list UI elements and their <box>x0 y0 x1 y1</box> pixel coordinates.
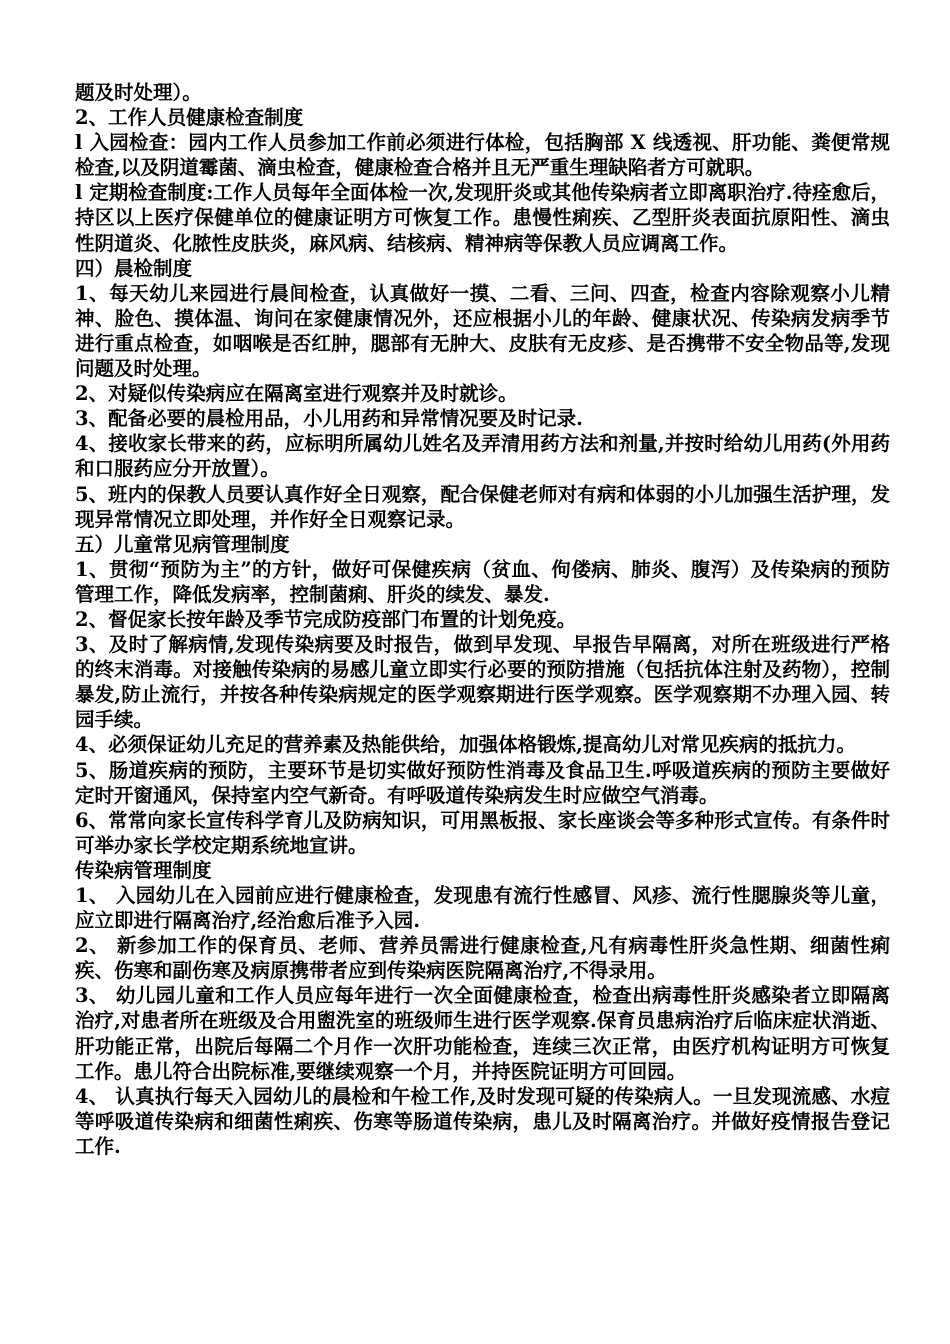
paragraph: 3、及时了解病情,发现传染病要及时报告，做到早发现、早报告早隔离，对所在班级进行严格的终末消毒。对接触传染病的易感儿童立即实行必要的预防措施（包括抗体注射及药物），控制暴发,防止流行，并按各种传染病规定的医学观察期进行医学观察。医学观察期不办理入园、转园手续。 <box>75 633 890 732</box>
paragraph: 3、配备必要的晨检用品，小儿用药和异常情况要及时记录. <box>75 407 583 431</box>
paragraph: 1、 入园幼儿在入园前应进行健康检查，发现患有流行性感冒、风疹、流行性腮腺炎等儿童，应立即进行隔离治疗,经治愈后准予入园. <box>75 884 890 933</box>
paragraph: 4、必须保证幼儿充足的营养素及热能供给，加强体格锻炼,提高幼儿对常见疾病的抵抗力。 <box>75 733 856 757</box>
paragraph: 4、 认真执行每天入园幼儿的晨检和午检工作,及时发现可疑的传染病人。一旦发现流感、水痘等呼吸道传染病和细菌性痢疾、伤寒等肠道传染病，患儿及时隔离治疗。并做好疫情报告登记工作. <box>75 1084 890 1158</box>
section-heading: 2、工作人员健康检查制度 <box>75 106 304 130</box>
paragraph: 6、常常向家长宣传科学育儿及防病知识，可用黑板报、家长座谈会等多种形式宣传。有条件时可举办家长学校定期系统地宣讲。 <box>75 808 890 857</box>
paragraph: 2、督促家长按年龄及季节完成防疫部门布置的计划免疫。 <box>75 607 577 631</box>
paragraph: 5、班内的保教人员要认真作好全日观察，配合保健老师对有病和体弱的小儿加强生活护理，发现异常情况立即处理，并作好全日观察记录。 <box>75 482 890 531</box>
paragraph: 3、 幼儿园儿童和工作人员应每年进行一次全面健康检查，检查出病毒性肝炎感染者立即隔离治疗,对患者所在班级及合用盥洗室的班级师生进行医学观察.保育员患病治疗后临床症状消逝、肝功能正常，出院后每隔二个月作一次肝功能检查，连续三次正常，由医疗机构证明方可恢复工作。患儿符合出院标准,要继续观察一个月，并持医院证明方可回园。 <box>75 984 890 1083</box>
section-heading: 传染病管理制度 <box>75 858 212 882</box>
paragraph: 4、接收家长带来的药，应标明所属幼儿姓名及弄清用药方法和剂量,并按时给幼儿用药(外用药和口服药应分开放置）。 <box>75 432 890 481</box>
paragraph: 5、肠道疾病的预防，主要环节是切实做好预防性消毒及食品卫生.呼吸道疾病的预防主要做好定时开窗通风，保持室内空气新奇。有呼吸道传染病发生时应做空气消毒。 <box>75 758 890 807</box>
paragraph: 题及时处理）。 <box>75 81 202 104</box>
section-heading: 四）晨检制度 <box>75 256 193 280</box>
paragraph: 2、 新参加工作的保育员、老师、营养员需进行健康检查,凡有病毒性肝炎急性期、细菌性痢疾、伤寒和副伤寒及病原携带者应到传染病医院隔离治疗,不得录用。 <box>75 934 890 983</box>
section-heading: 五）儿童常见病管理制度 <box>75 532 290 556</box>
paragraph: 2、对疑似传染病应在隔离室进行观察并及时就诊。 <box>75 382 518 406</box>
paragraph: 1、每天幼儿来园进行晨间检查，认真做好一摸、二看、三问、四查，检查内容除观察小儿精神、脸色、摸体温、询问在家健康情况外，还应根据小儿的年龄、健康状况、传染病发病季节进行重点检查，如咽喉是否红肿，腮部有无肿大、皮肤有无皮疹、是否携带不安全物品等,发现问题及时处理。 <box>75 281 890 381</box>
document-page <box>75 80 890 1159</box>
paragraph: 1、贯彻“预防为主”的方针，做好可保健疾病（贫血、佝偻病、肺炎、腹泻）及传染病的预防管理工作，降低发病率，控制菌痢、肝炎的续发、暴发. <box>75 557 890 606</box>
paragraph: l 入园检查：园内工作人员参加工作前必须进行体检，包括胸部 X 线透视、肝功能、粪便常规检查,以及阴道霉菌、滴虫检查，健康检查合格并且无严重生理缺陷者方可就职。 <box>75 131 890 180</box>
paragraph: l 定期检查制度:工作人员每年全面体检一次,发现肝炎或其他传染病者立即离职治疗.待痊愈后，持区以上医疗保健单位的健康证明方可恢复工作。患慢性痢疾、乙型肝炎表面抗原阳性、滴虫性阴道炎、化脓性皮肤炎，麻风病、结核病、精神病等保教人员应调离工作。 <box>75 181 890 255</box>
